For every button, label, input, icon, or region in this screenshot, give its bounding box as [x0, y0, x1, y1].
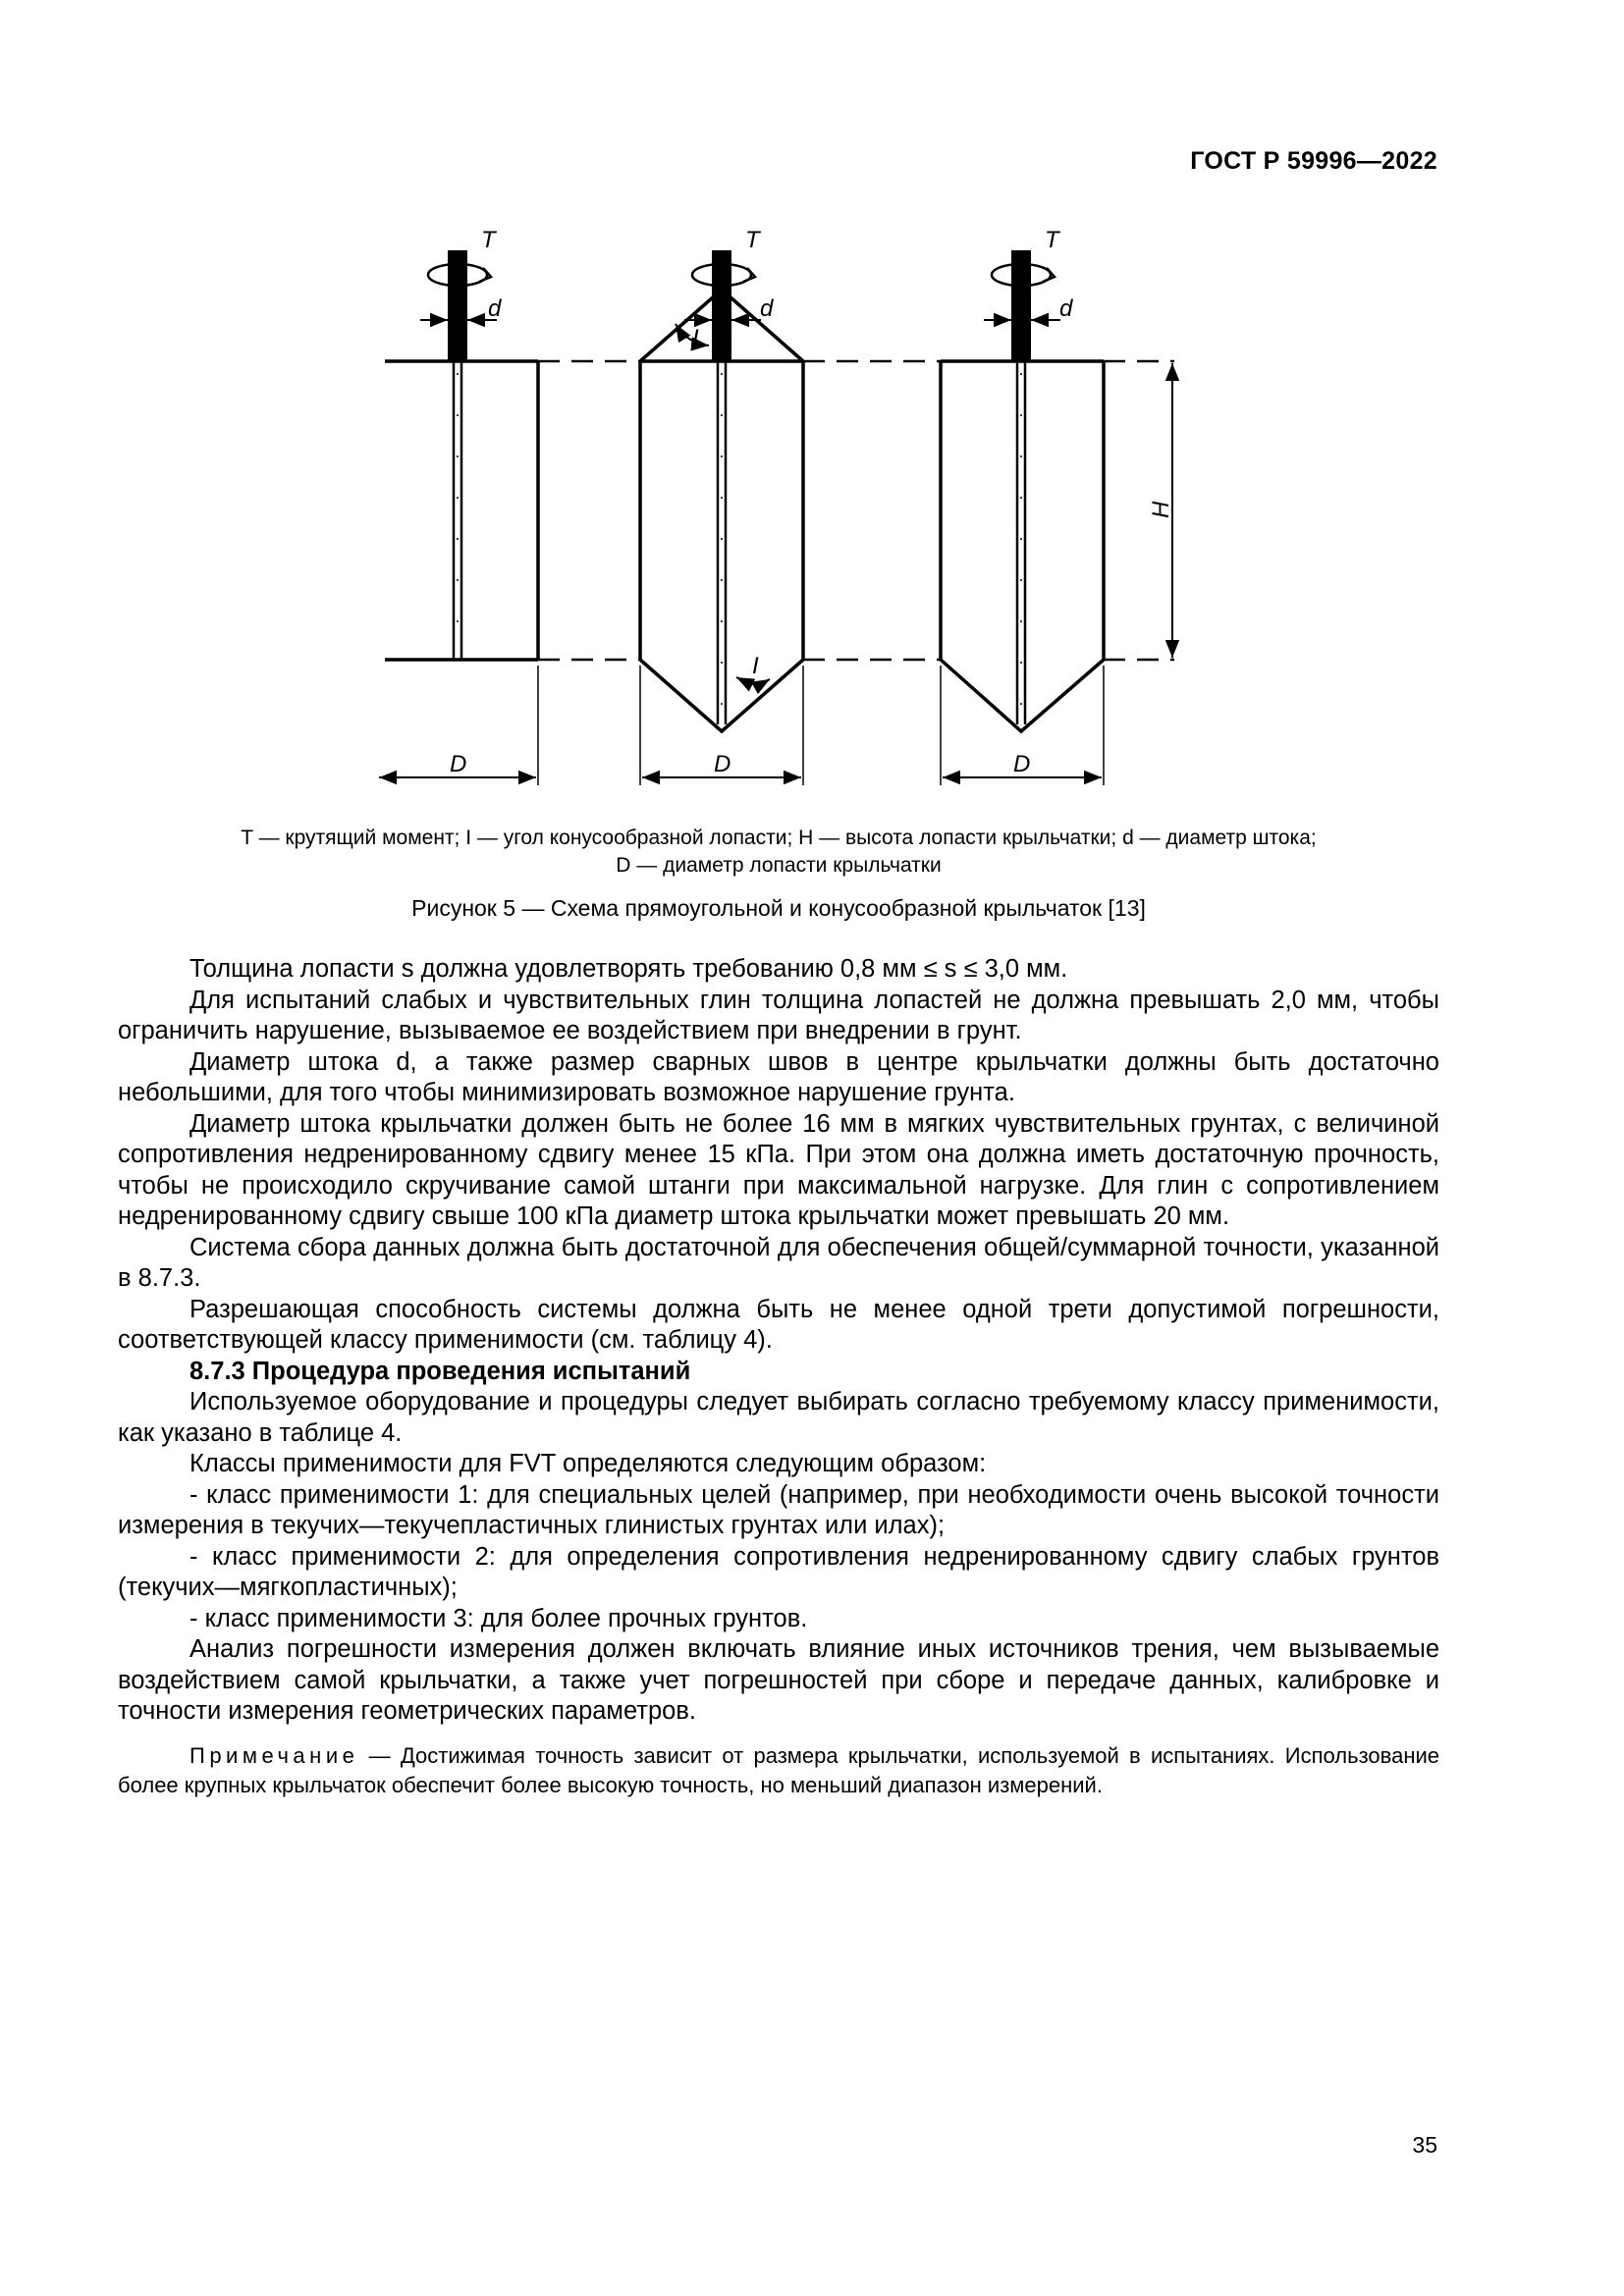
legend-line-1: T — крутящий момент; I — угол конусообразной лопасти; H — высота лопасти крыльчатки; d — диаметр штока; [241, 827, 1317, 849]
paragraph-blade-thickness: Толщина лопасти s должна удовлетворять требованию 0,8 мм ≤ s ≤ 3,0 мм. [189, 955, 1068, 983]
label-d-1: d [488, 295, 502, 322]
vane-rectangular [379, 250, 538, 785]
rod-2 [712, 250, 731, 361]
paragraph-resolution: Разрешающая способность системы должна быть не менее одной трети допустимой погрешности, соответствующей классу применимости (см. таблицу 4). [118, 1295, 1439, 1354]
list-item-class-3: - класс применимости 3: для более прочных грунтов. [189, 1604, 808, 1632]
legend-line-2: D — диаметр лопасти крыльчатки [616, 854, 942, 877]
label-d-2: d [760, 295, 774, 322]
rod-1 [448, 250, 467, 361]
paragraph-error-analysis: Анализ погрешности измерения должен включать влияние иных источников трения, чем вызываемые воздействием самой крыльчатки, а также учет погрешностей при сборе и передаче данных, калибровке и точности измерения геометрических параметров. [118, 1635, 1439, 1725]
figure-legend [118, 825, 1439, 880]
label-T-2: T [745, 227, 760, 253]
figure-caption: Рисунок 5 — Схема прямоугольной и конусообразной крыльчаток [13] [411, 895, 1146, 921]
document-header: ГОСТ Р 59996—2022 [1190, 147, 1437, 175]
vane-conical-bottom [941, 250, 1172, 785]
label-T-3: T [1045, 227, 1059, 253]
list-item-class-2: - класс применимости 2: для определения сопротивления недренированному сдвигу слабых грунтов (текучих—мягкопластичных); [118, 1542, 1439, 1601]
rod-3 [1011, 250, 1031, 361]
page-number: 35 [1412, 2132, 1437, 2158]
vane-conical-double [640, 250, 803, 785]
label-D-2: D [714, 751, 731, 777]
paragraph-rod-diameter: Диаметр штока d, а также размер сварных швов в центре крыльчатки должны быть достаточно небольшими, для того чтобы минимизировать возможное нарушение грунта. [118, 1047, 1439, 1106]
label-T-1: T [481, 227, 496, 253]
vane-schematic-figure [0, 0, 1624, 844]
list-item-class-1: - класс применимости 1: для специальных целей (например, при необходимости очень высокой точности измерения в текучих—текучепластичных глинистых грунтах или илах); [118, 1480, 1439, 1539]
dashed-reference-lines [538, 361, 1174, 660]
label-I-bottom: I [752, 653, 759, 679]
paragraph-classes-intro: Классы применимости для FVT определяются следующим образом: [189, 1450, 987, 1477]
label-d-3: d [1059, 295, 1073, 322]
label-D-3: D [1013, 751, 1031, 777]
paragraph-equipment: Используемое оборудование и процедуры следует выбирать согласно требуемому классу применимости, как указано в таблице 4. [118, 1388, 1439, 1447]
paragraph-data-acquisition: Система сбора данных должна быть достаточной для обеспечения общей/суммарной точности, указанной в 8.7.3. [118, 1233, 1439, 1292]
document-body [118, 954, 1439, 1822]
note-lead: Примечание [189, 1742, 359, 1768]
label-I-top: I [692, 325, 699, 351]
note-text: — Достижимая точность зависит от размера крыльчатки, используемой в испытаниях. Использование более крупных крыльчаток обеспечит более высокую точность, но меньший диапазон измерений. [118, 1742, 1439, 1797]
label-D-1: D [450, 751, 467, 777]
paragraph-soft-clays: Для испытаний слабых и чувствительных глин толщина лопастей не должна превышать 2,0 мм, чтобы ограничить нарушение, вызываемое ее воздействием при внедрении в грунт. [118, 986, 1439, 1044]
label-H: H [1148, 501, 1174, 518]
note [118, 1741, 1439, 1800]
paragraph-rod-limits: Диаметр штока крыльчатки должен быть не более 16 мм в мягких чувствительных грунтах, с величиной сопротивления недренированному сдвигу менее 15 кПа. При этом она должна иметь достаточную прочность, чтобы не происходило скручивание самой штанги при максимальной нагрузке. Для глин с сопротивлением недренированному сдвигу свыше 100 кПа диаметр штока крыльчатки может превышать 20 мм. [118, 1109, 1439, 1230]
section-heading: 8.7.3 Процедура проведения испытаний [189, 1357, 691, 1385]
